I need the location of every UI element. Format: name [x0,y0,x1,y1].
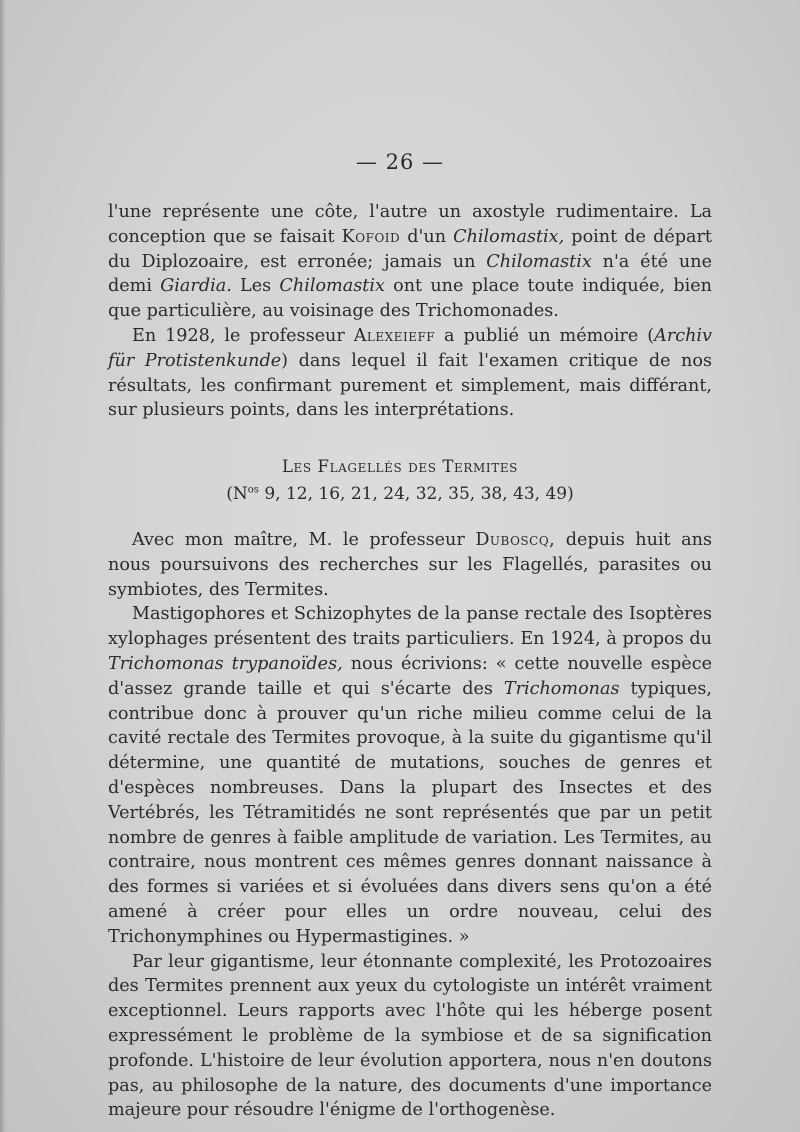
page-number: — 26 — [355,150,445,174]
intro-text [108,200,712,423]
genus-chilomastix: Chilomastix, [453,226,565,247]
genus-chilomastix: Chilomastix [279,276,385,297]
intro-paragraph-1: l'une représente une côte, l'autre un axostyle rudimentaire. La conception que se faisait Kofoid d'un Chilomastix, point de départ du Diplozoaire, est erronée; jamais un Chilomastix n'a été une demi Giardia. Les Chilomastix ont une place toute indiquée, bien que particulière, au voisinage des Trichomonades. [108,202,713,322]
journal-title: Archiv für Protistenkunde [108,325,712,371]
intro-paragraph-2: En 1928, le professeur Alexeieff a publié un mémoire (Archiv für Protistenkunde) dans lequel il fait l'examen critique de nos résultats, les confirmant purement et simplement, mais différant, sur plusieurs points, dans les interprétations. [108,325,712,421]
species-trichomonas-trypanoides: Trichomonas trypanoïdes, [108,653,343,674]
section-heading: Les Flagellés des Termites [281,457,519,476]
author-alexeieff: Alexeieff [353,325,436,346]
section-references: ($N^{os}$ 9, 12, 16, 21, 24, 32, 35, 38, 43, 49) [226,484,574,504]
body-paragraph-3: Par leur gigantisme, leur étonnante complexité, les Protozoaires des Termites prennent aux yeux du cytologiste un intérêt vraiment exceptionnel. Leurs rapports avec l'hôte qui les héberge posent expressément le problème de la symbiose et de sa signification profonde. L'histoire de leur évolution apportera, nous n'en doutons pas, au philosophe de la nature, des documents d'une importance majeure pour résoudre l'énigme de l'orthogenèse. [108,951,712,1121]
body-paragraph-2: Mastigophores et Schizophytes de la panse rectale des Isoptères xylophages présentent des traits particuliers. En 1924, à propos du Trichomonas trypanoïdes, nous écrivions: « cette nouvelle espèce d'assez grande taille et qui s'écarte des Trichomonas typiques, contribue donc à prouver qu'un riche milieu comme celui de la cavité rectale des Termites provoque, à la suite du gigantisme qu'il détermine, une quantité de mutations, souches de genres et d'espèces nombreuses. Dans la plupart des Insectes et des Vertébrés, les Tétramitidés ne sont représentés que par un petit nombre de genres à faible amplitude de variation. Les Termites, au contraire, nous montrent ces mêmes genres donnant naissance à des formes si variées et si évoluées dans divers sens qu'on a été amené à créer pour elles un ordre nouveau, celui des Trichonymphines ou Hypermastigines. » [108,604,712,947]
body-paragraph-1: Avec mon maître, M. le professeur Duboscq, depuis huit ans nous poursuivons des recherches sur les Flagellés, parasites ou symbiotes, des Termites. [108,530,712,600]
author-duboscq: Duboscq, [475,530,556,550]
author-kofoid: Kofoid [341,226,401,247]
genus-trichomonas: Trichomonas [503,678,620,699]
body-text [108,528,712,1123]
genus-chilomastix: Chilomastix [486,251,592,272]
genus-giardia: Giardia. [160,276,232,297]
